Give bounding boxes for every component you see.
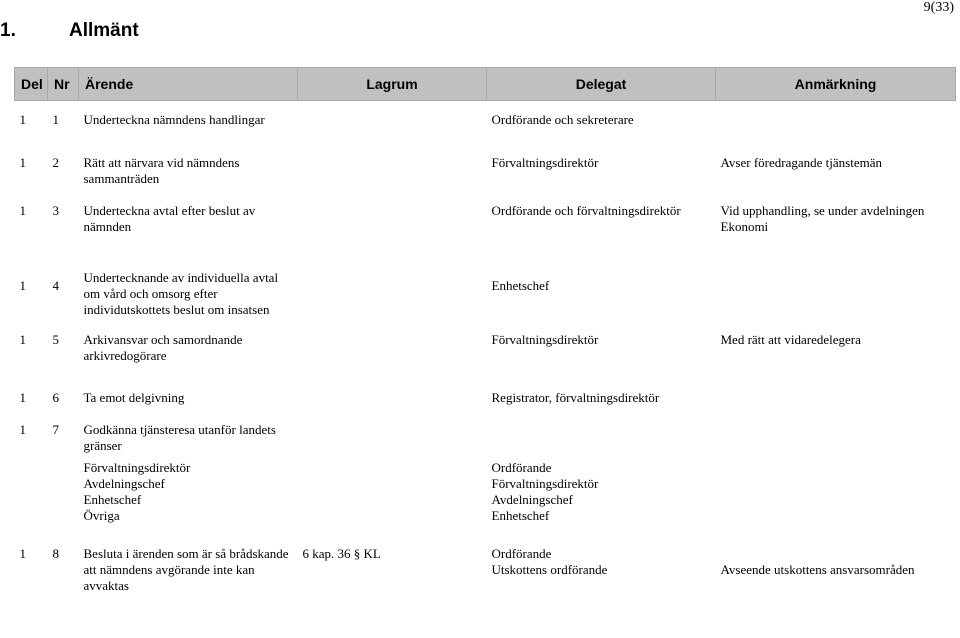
table-header-row: [15, 68, 956, 101]
subrow-right-list: [487, 460, 716, 524]
list-item: Avdelningschef: [491, 491, 573, 507]
cell-arende: Godkänna tjänsteresa utanför landets gränser: [83, 421, 276, 453]
table-row: [15, 390, 956, 422]
cell-delegat: Förvaltningsdirektör: [491, 331, 599, 347]
table-row: [15, 101, 956, 155]
cell-delegat: Ordförande och sekreterare: [491, 112, 634, 127]
cell-arende: Arkivansvar och samordnande arkivredogörare: [83, 331, 243, 363]
cell-nr: 4: [52, 277, 59, 293]
cell-anmarkning: Vid upphandling, se under avdelningen Ekonomi: [720, 202, 925, 234]
list-item: Övriga: [83, 507, 120, 523]
cell-del: 1: [19, 112, 26, 127]
cell-del: 1: [19, 331, 26, 347]
cell-lagrum: 6 kap. 36 § KL: [302, 545, 381, 561]
cell-del: 1: [19, 154, 26, 170]
cell-anmarkning: Avser föredragande tjänstemän: [720, 154, 882, 170]
header-arende: Ärende: [79, 68, 298, 101]
list-item: Enhetschef: [491, 507, 550, 523]
list-item: Avdelningschef: [83, 475, 165, 491]
cell-delegat: Registrator, förvaltningsdirektör: [491, 389, 660, 405]
cell-arende: Underteckna nämndens handlingar: [83, 112, 265, 127]
cell-arende: Rätt att närvara vid nämndens sammanträden: [83, 154, 240, 186]
cell-delegat: Enhetschef: [491, 277, 550, 293]
cell-nr: 3: [52, 202, 59, 218]
table-subrow: [15, 460, 956, 546]
section-heading: [0, 20, 139, 42]
table-row: [15, 203, 956, 270]
cell-delegat: Förvaltningsdirektör: [491, 154, 599, 170]
cell-arende: Undertecknande av individuella avtal om vård och omsorg efter individutskottets beslut om insatsen: [83, 269, 279, 317]
cell-del: 1: [19, 421, 26, 437]
cell-nr: 1: [52, 112, 59, 127]
cell-nr: 7: [52, 421, 59, 437]
cell-del: 1: [19, 389, 26, 405]
header-nr: Nr: [48, 68, 79, 101]
header-lagrum: Lagrum: [298, 68, 487, 101]
cell-delegat: [487, 546, 716, 578]
header-del: Del: [15, 68, 48, 101]
table-row: [15, 422, 956, 460]
table-row: [15, 270, 956, 332]
cell-nr: 6: [52, 389, 59, 405]
page-number: 9(33): [923, 0, 954, 15]
cell-anmarkning: Avseende utskottens ansvarsområden: [720, 561, 915, 577]
cell-nr: 2: [52, 154, 59, 170]
section-number: 1.: [0, 20, 16, 41]
cell-arende: Besluta i ärenden som är så brådskande att nämndens avgörande inte kan avvaktas: [83, 545, 289, 593]
section-title: Allmänt: [69, 20, 139, 41]
delegation-table: [14, 67, 956, 604]
table-row: [15, 332, 956, 390]
header-delegat: Delegat: [487, 68, 716, 101]
list-item: Enhetschef: [83, 491, 142, 507]
delegat-line: Ordförande: [491, 545, 552, 561]
list-item: Förvaltningsdirektör: [491, 475, 599, 491]
delegation-table-wrapper: [14, 67, 955, 604]
table-row: [15, 546, 956, 604]
cell-arende: Ta emot delgivning: [83, 389, 185, 405]
list-item: Ordförande: [491, 459, 552, 475]
cell-nr: 5: [52, 331, 59, 347]
header-anmarkning: Anmärkning: [716, 68, 956, 101]
cell-anmarkning: Med rätt att vidaredelegera: [720, 331, 861, 347]
subrow-left-list: [79, 460, 298, 524]
cell-del: 1: [19, 277, 26, 293]
cell-arende: Underteckna avtal efter beslut av nämnden: [83, 202, 256, 234]
table-row: [15, 155, 956, 203]
cell-del: 1: [19, 545, 26, 561]
list-item: Förvaltningsdirektör: [83, 459, 191, 475]
cell-del: 1: [19, 202, 26, 218]
cell-delegat: Ordförande och förvaltningsdirektör: [491, 202, 681, 218]
delegat-line: Utskottens ordförande: [491, 561, 608, 577]
cell-nr: 8: [52, 545, 59, 561]
